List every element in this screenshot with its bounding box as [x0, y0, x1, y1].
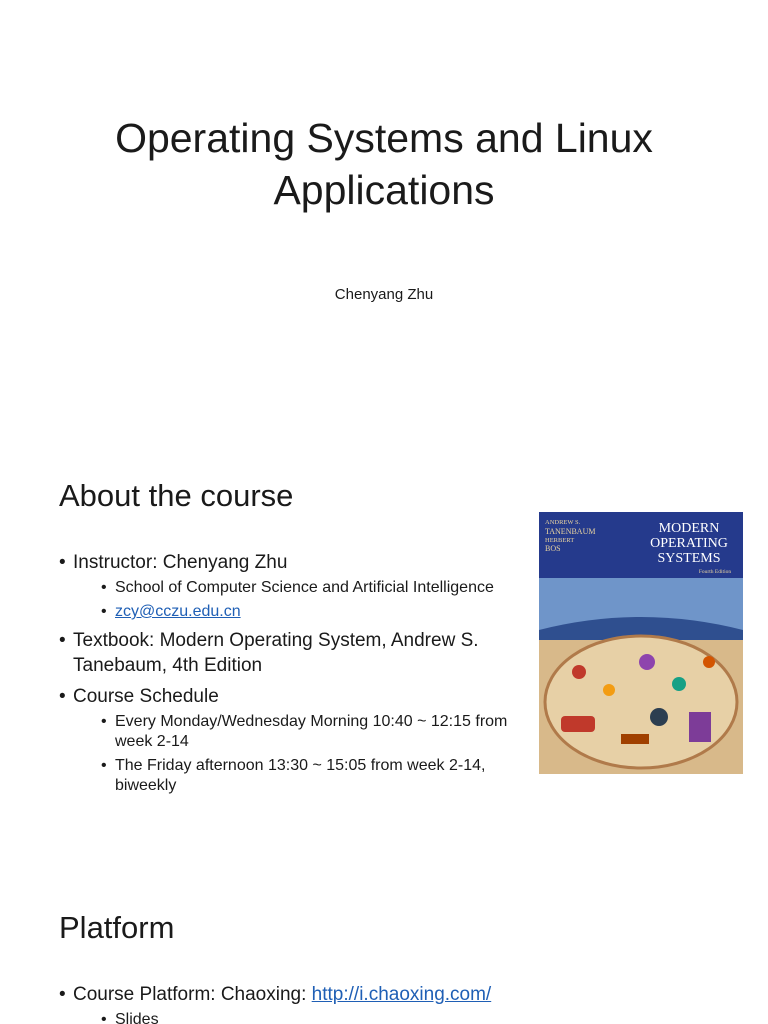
presentation-title: Operating Systems and Linux Applications — [115, 115, 653, 213]
platform-slide — [0, 864, 768, 1024]
cover-figure — [703, 656, 715, 668]
cover-figure — [689, 712, 711, 742]
slides-bullet: • Slides — [101, 1010, 529, 1024]
cover-author-1: ANDREW S. — [545, 519, 581, 526]
cover-figure — [650, 708, 668, 726]
cover-figure — [639, 654, 655, 670]
cover-figure — [621, 734, 649, 744]
schedule-item-friday: • The Friday afternoon 13:30 ~ 15:05 from week 2-14, biweekly — [101, 756, 529, 796]
slide-heading: About the course — [59, 478, 294, 513]
schedule-label: Course Schedule — [73, 686, 219, 707]
platform-sublist — [101, 1010, 529, 1024]
textbook-bullet: • Textbook: Modern Operating System, Andrew S. Tanebaum, 4th Edition — [59, 628, 529, 678]
cover-title-3: SYSTEMS — [657, 551, 721, 566]
course-bullets — [59, 550, 529, 802]
cover-car — [561, 716, 595, 732]
instructor-label: Instructor: Chenyang Zhu — [73, 552, 288, 573]
cover-edition: Fourth Edition — [698, 569, 732, 575]
email-link[interactable]: zcy@cczu.edu.cn — [115, 603, 241, 620]
cover-author-4: BOS — [545, 544, 561, 553]
schedule-sublist — [101, 712, 529, 796]
platform-bullet — [59, 982, 529, 1024]
cover-figure — [672, 677, 686, 691]
email-bullet — [101, 602, 529, 622]
cover-arena — [545, 636, 737, 768]
schedule-item-weekday: • Every Monday/Wednesday Morning 10:40 ~ 12:15 from week 2-14 — [101, 712, 529, 752]
cover-title-1: MODERN — [658, 521, 720, 536]
cover-author-2: TANENBAUM — [545, 527, 596, 536]
instructor-sublist — [101, 578, 529, 622]
platform-link[interactable]: http://i.chaoxing.com/ — [311, 984, 492, 1005]
presentation-author: Chenyang Zhu — [334, 286, 434, 303]
cover-author-3: HERBERT — [545, 537, 575, 544]
textbook-cover-image — [539, 512, 743, 774]
instructor-bullet — [59, 550, 529, 622]
about-course-slide — [0, 432, 768, 864]
cover-title-2: OPERATING — [650, 536, 728, 551]
school-bullet: • School of Computer Science and Artificial Intelligence — [101, 578, 529, 598]
platform-label: Course Platform: Chaoxing: — [73, 984, 312, 1005]
cover-figure — [603, 684, 615, 696]
schedule-bullet — [59, 684, 529, 796]
slide-heading: Platform — [59, 910, 175, 945]
platform-bullets — [59, 982, 529, 1024]
title-slide — [0, 0, 768, 432]
cover-figure — [572, 665, 586, 679]
